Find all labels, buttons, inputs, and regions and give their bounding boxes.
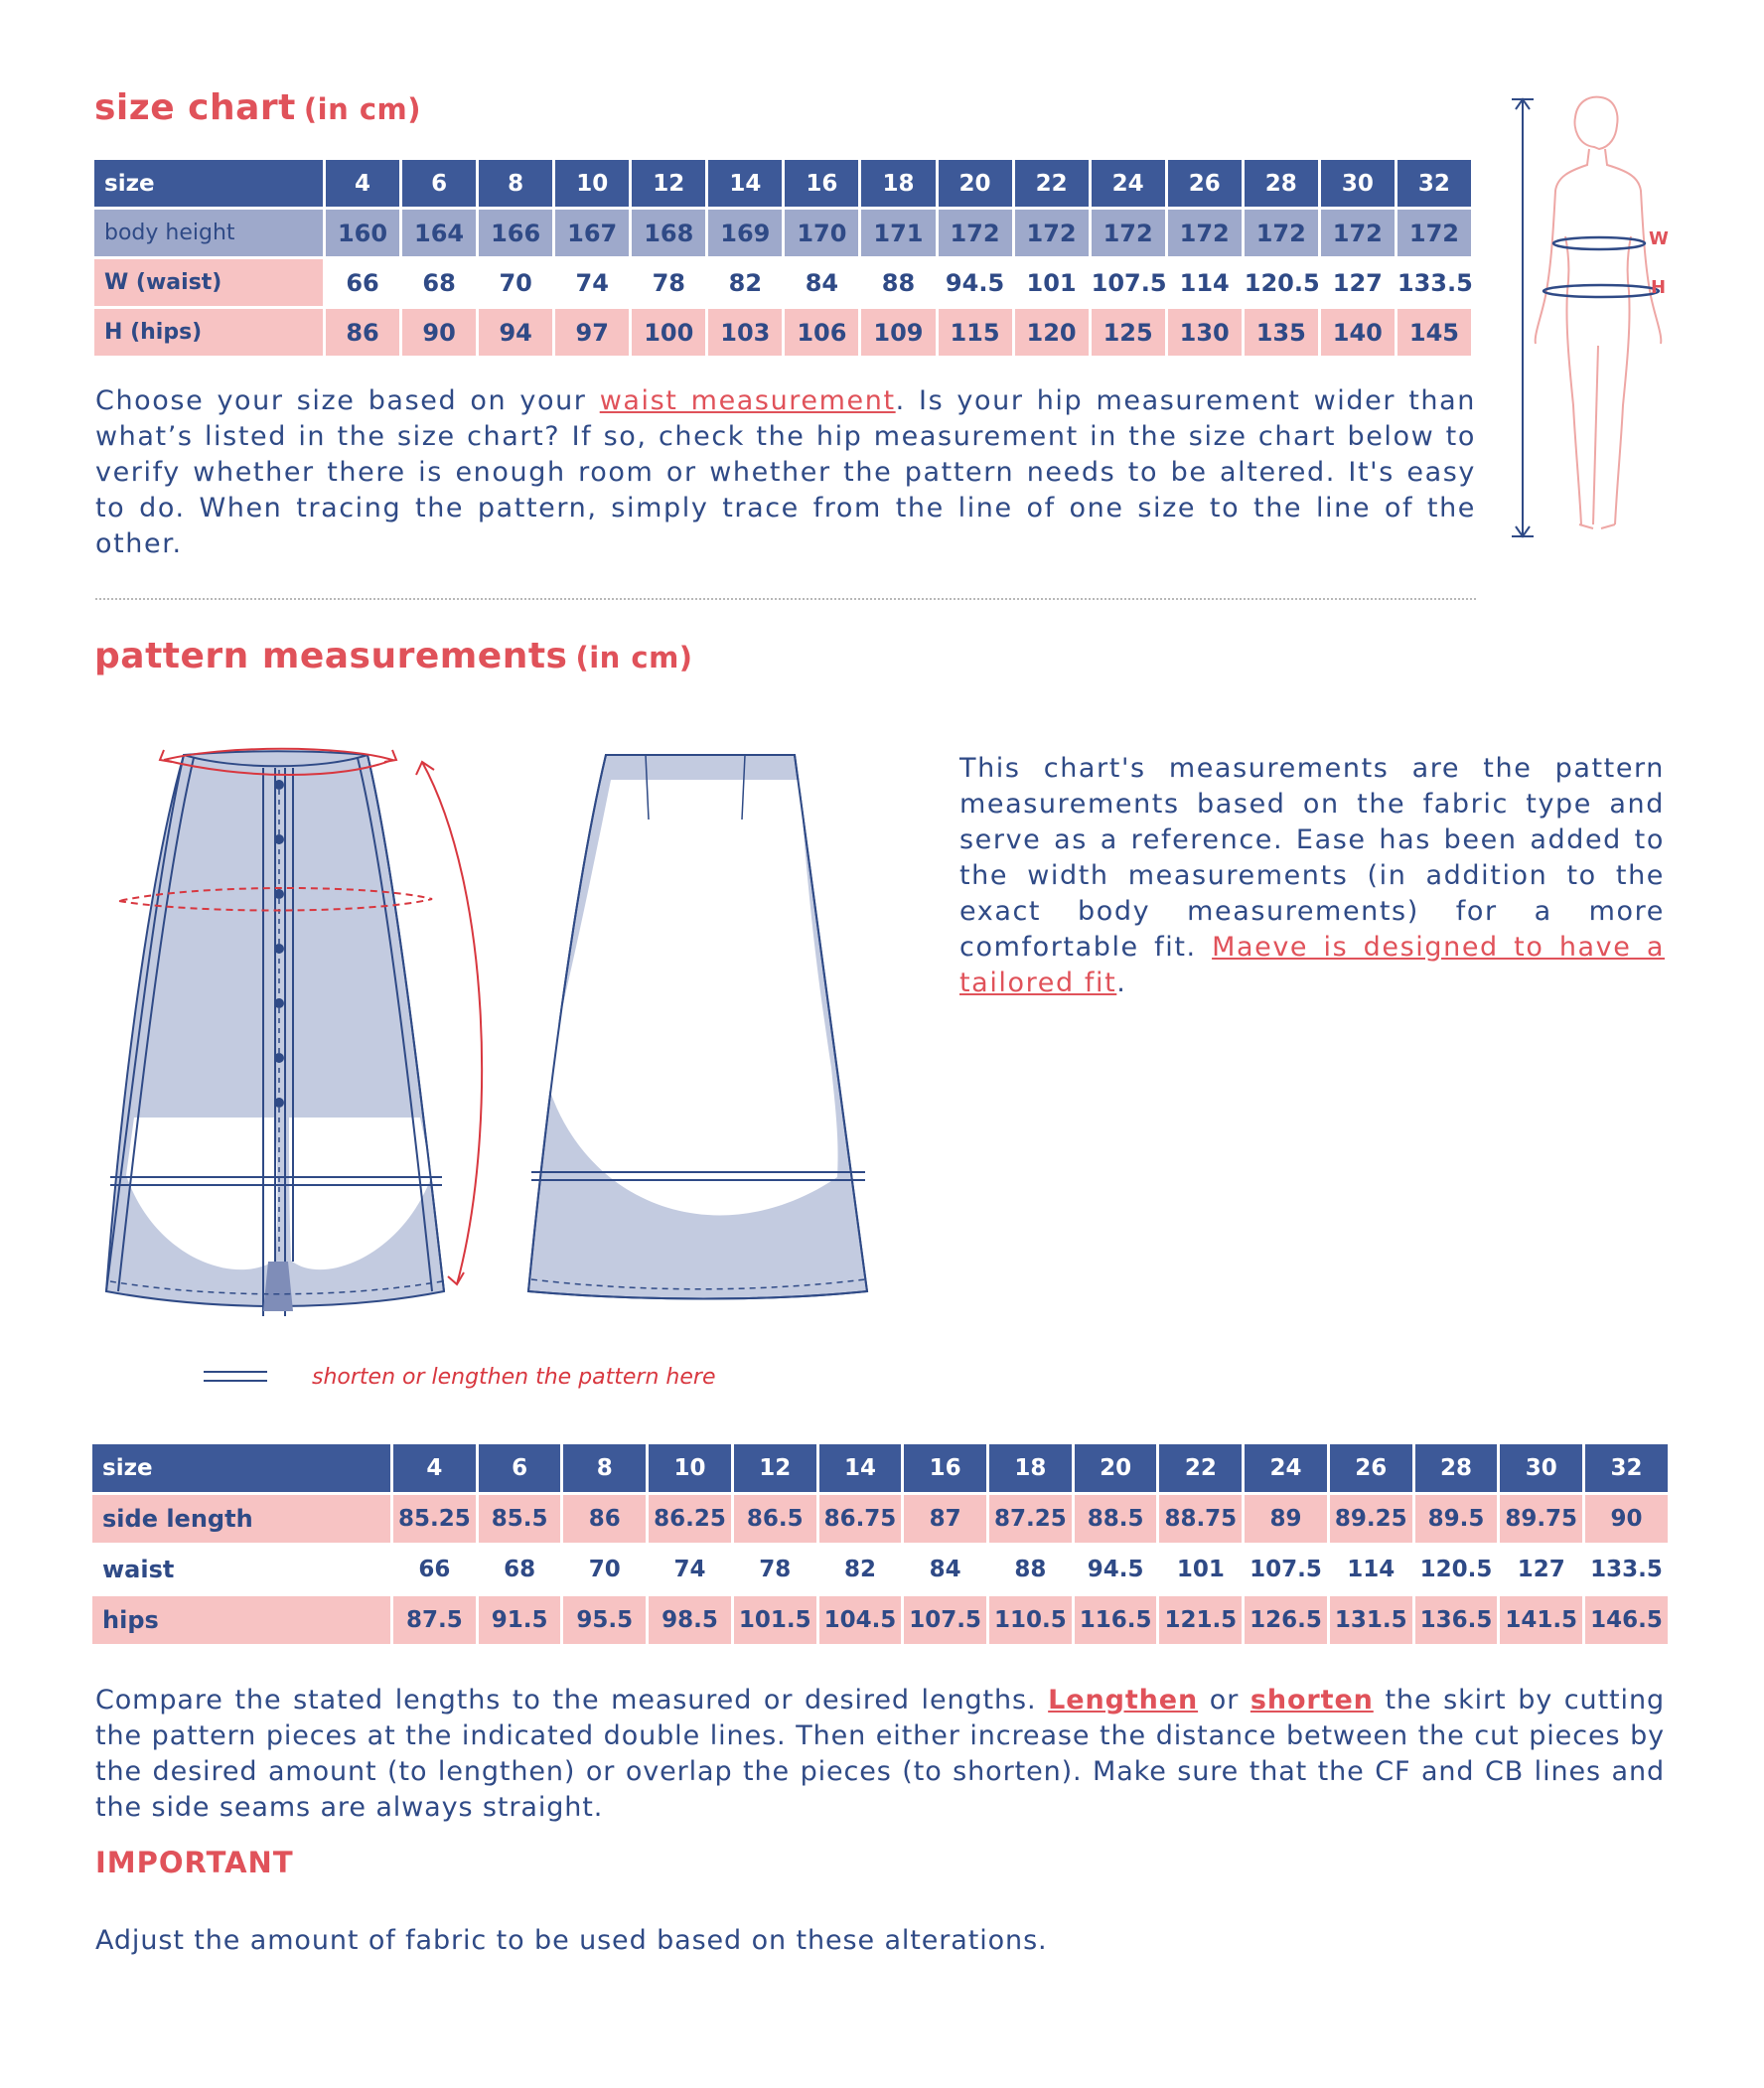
size-chart-cell: 133.5 xyxy=(1397,259,1471,306)
size-chart-cell: 168 xyxy=(632,210,705,256)
size-chart-title-text: size chart xyxy=(94,87,296,128)
pattern-measurements-title xyxy=(94,636,693,676)
size-chart-cell: 169 xyxy=(708,210,782,256)
shorten-link[interactable]: shorten xyxy=(1250,1685,1374,1715)
pattern-row xyxy=(92,1495,1668,1543)
size-chart-size-header: 26 xyxy=(1168,160,1242,207)
pattern-size-header: 26 xyxy=(1330,1444,1412,1492)
pattern-cell: 70 xyxy=(563,1546,646,1593)
size-chart-row-label: W (waist) xyxy=(94,259,323,306)
pattern-size-header: 4 xyxy=(393,1444,476,1492)
size-chart-cell: 100 xyxy=(632,309,705,356)
size-chart-cell: 127 xyxy=(1321,259,1395,306)
size-chart-cell: 97 xyxy=(555,309,629,356)
pattern-cell: 107.5 xyxy=(1245,1546,1327,1593)
pattern-size-header: 14 xyxy=(819,1444,902,1492)
waist-marker-label: W xyxy=(1649,228,1669,249)
pattern-cell: 74 xyxy=(649,1546,731,1593)
alteration-note xyxy=(95,1683,1665,1826)
pattern-cell: 88 xyxy=(989,1546,1072,1593)
size-chart-cell: 90 xyxy=(402,309,476,356)
important-text: Adjust the amount of fabric to be used based on these alterations. xyxy=(95,1925,1048,1956)
size-chart-cell: 167 xyxy=(555,210,629,256)
size-chart-size-header: 28 xyxy=(1245,160,1318,207)
pattern-row xyxy=(92,1596,1668,1644)
size-chart-row xyxy=(94,309,1471,356)
size-chart-cell: 101 xyxy=(1015,259,1089,306)
size-chart-cell: 106 xyxy=(785,309,858,356)
skirt-back-illustration xyxy=(521,740,879,1316)
size-chart-cell: 164 xyxy=(402,210,476,256)
size-chart-title xyxy=(94,87,421,128)
size-chart-cell: 86 xyxy=(326,309,399,356)
pattern-cell: 146.5 xyxy=(1585,1596,1668,1644)
pattern-cell: 88.75 xyxy=(1159,1495,1242,1543)
pattern-cell: 95.5 xyxy=(563,1596,646,1644)
size-chart-row-label: H (hips) xyxy=(94,309,323,356)
waist-measurement-link[interactable]: waist measurement xyxy=(599,385,896,416)
size-chart-size-header: 6 xyxy=(402,160,476,207)
pattern-cell: 101.5 xyxy=(734,1596,816,1644)
pattern-cell: 89 xyxy=(1245,1495,1327,1543)
pattern-row-label: side length xyxy=(92,1495,390,1543)
size-chart-cell: 135 xyxy=(1245,309,1318,356)
size-chart-cell: 107.5 xyxy=(1092,259,1165,306)
hip-line-icon xyxy=(1544,285,1659,297)
pattern-unit: (in cm) xyxy=(575,641,693,674)
size-chart-row xyxy=(94,259,1471,306)
size-chart-cell: 94.5 xyxy=(939,259,1012,306)
size-chart-size-header: 4 xyxy=(326,160,399,207)
size-chart-cell: 171 xyxy=(861,210,935,256)
size-chart-cell: 160 xyxy=(326,210,399,256)
skirt-front-illustration xyxy=(94,740,531,1316)
size-chart-note xyxy=(95,383,1476,562)
pattern-cell: 89.5 xyxy=(1415,1495,1498,1543)
size-chart-size-header: 22 xyxy=(1015,160,1089,207)
size-chart-size-header: 16 xyxy=(785,160,858,207)
pattern-measurements-table xyxy=(89,1441,1671,1647)
size-chart-cell: 74 xyxy=(555,259,629,306)
legend-text: shorten or lengthen the pattern here xyxy=(312,1365,716,1390)
section-divider xyxy=(95,598,1476,600)
pattern-cell: 87 xyxy=(904,1495,986,1543)
size-chart-cell: 172 xyxy=(1245,210,1318,256)
size-chart-size-header: 24 xyxy=(1092,160,1165,207)
size-chart-cell: 103 xyxy=(708,309,782,356)
pattern-size-header: 30 xyxy=(1500,1444,1582,1492)
pattern-size-header: 18 xyxy=(989,1444,1072,1492)
size-chart-cell: 109 xyxy=(861,309,935,356)
pattern-size-header: 12 xyxy=(734,1444,816,1492)
size-chart-cell: 172 xyxy=(1168,210,1242,256)
double-line-legend-icon xyxy=(204,1367,267,1387)
size-chart-cell: 82 xyxy=(708,259,782,306)
pattern-cell: 87.25 xyxy=(989,1495,1072,1543)
pattern-cell: 107.5 xyxy=(904,1596,986,1644)
important-heading: IMPORTANT xyxy=(95,1846,294,1879)
size-chart-cell: 170 xyxy=(785,210,858,256)
pattern-cell: 131.5 xyxy=(1330,1596,1412,1644)
size-chart-cell: 66 xyxy=(326,259,399,306)
pattern-size-header: 24 xyxy=(1245,1444,1327,1492)
pattern-cell: 85.5 xyxy=(479,1495,561,1543)
size-chart-cell: 172 xyxy=(939,210,1012,256)
pattern-size-header: 20 xyxy=(1075,1444,1157,1492)
pattern-cell: 116.5 xyxy=(1075,1596,1157,1644)
size-chart-size-header: 8 xyxy=(479,160,552,207)
size-chart-cell: 166 xyxy=(479,210,552,256)
pattern-size-header: 6 xyxy=(479,1444,561,1492)
size-chart-cell: 172 xyxy=(1015,210,1089,256)
tailored-fit-link[interactable]: Maeve is designed to have a tailored fit xyxy=(959,932,1665,998)
size-chart-cell: 70 xyxy=(479,259,552,306)
pattern-cell: 88.5 xyxy=(1075,1495,1157,1543)
size-chart-cell: 172 xyxy=(1092,210,1165,256)
woman-silhouette-icon xyxy=(1536,97,1662,528)
hip-marker-label: H xyxy=(1651,277,1667,298)
pattern-cell: 68 xyxy=(479,1546,561,1593)
pattern-cell: 104.5 xyxy=(819,1596,902,1644)
size-chart-size-header: 30 xyxy=(1321,160,1395,207)
size-chart-cell: 84 xyxy=(785,259,858,306)
size-chart-size-header: 14 xyxy=(708,160,782,207)
size-note-text-2: . Is your hip measurement wider than what’s listed in the size chart? If so, check the hip measurement in the size chart below to verify whether there is enough room or whether the pattern needs to be altered. It's easy to do. When tracing the pattern, simply trace from the line of one size to the line of the other. xyxy=(95,385,1476,559)
size-chart-cell: 130 xyxy=(1168,309,1242,356)
pattern-header-row xyxy=(92,1444,1668,1492)
pattern-cell: 133.5 xyxy=(1585,1546,1668,1593)
size-chart-header-row xyxy=(94,160,1471,207)
pattern-size-header: 16 xyxy=(904,1444,986,1492)
pattern-cell: 89.75 xyxy=(1500,1495,1582,1543)
size-chart-cell: 120 xyxy=(1015,309,1089,356)
pattern-description xyxy=(959,751,1665,1001)
pattern-cell: 86.25 xyxy=(649,1495,731,1543)
size-chart-size-header: 10 xyxy=(555,160,629,207)
pattern-cell: 89.25 xyxy=(1330,1495,1412,1543)
size-chart-row-label: body height xyxy=(94,210,323,256)
pattern-cell: 90 xyxy=(1585,1495,1668,1543)
pattern-cell: 121.5 xyxy=(1159,1596,1242,1644)
pattern-description-text: This chart's measurements are the pattern measurements based on the fabric type and serve as a reference. Ease has been added to the width measurements (in addition to the exact body measurements) for a more comfortable fit. xyxy=(959,753,1665,963)
size-chart-size-header: 18 xyxy=(861,160,935,207)
pattern-cell: 87.5 xyxy=(393,1596,476,1644)
alteration-text-or: or xyxy=(1198,1685,1250,1715)
pattern-row-label: waist xyxy=(92,1546,390,1593)
pattern-description-end: . xyxy=(1116,968,1127,998)
pattern-size-header: 28 xyxy=(1415,1444,1498,1492)
pattern-size-header: 10 xyxy=(649,1444,731,1492)
pattern-cell: 141.5 xyxy=(1500,1596,1582,1644)
pattern-cell: 78 xyxy=(734,1546,816,1593)
size-chart-cell: 115 xyxy=(939,309,1012,356)
pattern-cell: 114 xyxy=(1330,1546,1412,1593)
pattern-cell: 82 xyxy=(819,1546,902,1593)
pattern-cell: 85.25 xyxy=(393,1495,476,1543)
pattern-row-label: hips xyxy=(92,1596,390,1644)
size-chart-cell: 172 xyxy=(1397,210,1471,256)
pattern-cell: 84 xyxy=(904,1546,986,1593)
body-figure-illustration xyxy=(1490,87,1689,554)
pattern-size-header: 32 xyxy=(1585,1444,1668,1492)
pattern-cell: 86.5 xyxy=(734,1495,816,1543)
pattern-size-header: 8 xyxy=(563,1444,646,1492)
size-chart-cell: 140 xyxy=(1321,309,1395,356)
size-chart-table xyxy=(91,157,1474,359)
lengthen-link[interactable]: Lengthen xyxy=(1048,1685,1199,1715)
size-note-text-1: Choose your size based on your xyxy=(95,385,600,416)
pattern-cell: 127 xyxy=(1500,1546,1582,1593)
pattern-cell: 86 xyxy=(563,1495,646,1543)
pattern-cell: 66 xyxy=(393,1546,476,1593)
pattern-cell: 136.5 xyxy=(1415,1596,1498,1644)
size-chart-cell: 68 xyxy=(402,259,476,306)
size-chart-cell: 114 xyxy=(1168,259,1242,306)
pattern-size-header: 22 xyxy=(1159,1444,1242,1492)
size-chart-size-header: 12 xyxy=(632,160,705,207)
pattern-cell: 86.75 xyxy=(819,1495,902,1543)
size-chart-cell: 78 xyxy=(632,259,705,306)
size-chart-cell: 120.5 xyxy=(1245,259,1318,306)
size-chart-size-header: 20 xyxy=(939,160,1012,207)
size-chart-unit: (in cm) xyxy=(303,92,422,126)
pattern-cell: 91.5 xyxy=(479,1596,561,1644)
size-chart-cell: 172 xyxy=(1321,210,1395,256)
size-chart-cell: 125 xyxy=(1092,309,1165,356)
pattern-cell: 98.5 xyxy=(649,1596,731,1644)
pattern-row xyxy=(92,1546,1668,1593)
body-height-arrow-icon xyxy=(1512,99,1534,536)
pattern-cell: 101 xyxy=(1159,1546,1242,1593)
pattern-cell: 94.5 xyxy=(1075,1546,1157,1593)
pattern-cell: 126.5 xyxy=(1245,1596,1327,1644)
pattern-cell: 110.5 xyxy=(989,1596,1072,1644)
alteration-text-2: the skirt by cutting the pattern pieces at the indicated double lines. Then either increase the distance between the cut pieces by the desired amount (to lengthen) or overlap the pieces (to shorten). Make sure that the CF and CB lines and the side seams are always straight. xyxy=(95,1685,1665,1823)
pattern-title-text: pattern measurements xyxy=(94,636,568,676)
alteration-text-1: Compare the stated lengths to the measured or desired lengths. xyxy=(95,1685,1049,1715)
size-chart-size-header: 32 xyxy=(1397,160,1471,207)
pattern-header-label: size xyxy=(92,1444,390,1492)
size-chart-cell: 94 xyxy=(479,309,552,356)
size-chart-header-label: size xyxy=(94,160,323,207)
size-chart-cell: 145 xyxy=(1397,309,1471,356)
pattern-cell: 120.5 xyxy=(1415,1546,1498,1593)
size-chart-row xyxy=(94,210,1471,256)
size-chart-cell: 88 xyxy=(861,259,935,306)
